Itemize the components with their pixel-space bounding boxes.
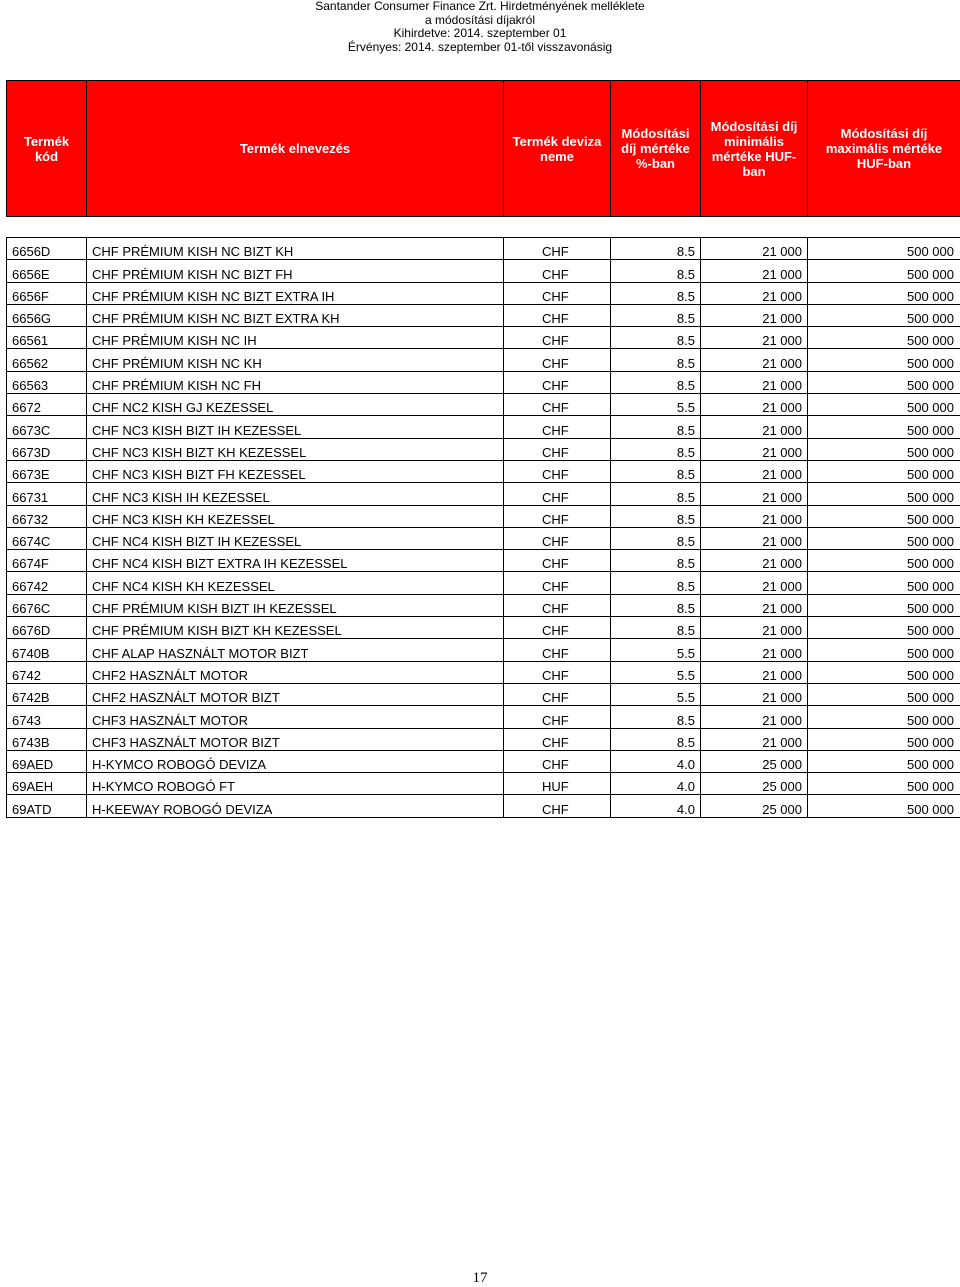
- cell-fee-min: 21 000: [701, 416, 808, 438]
- cell-fee-max: 500 000: [808, 371, 960, 393]
- cell-fee-min: 21 000: [701, 527, 808, 549]
- header-line-3: Kihirdetve: 2014. szeptember 01: [0, 27, 960, 41]
- cell-fee-pct: 5.5: [611, 639, 701, 661]
- cell-code: 66732: [7, 505, 87, 527]
- table-row: [7, 773, 960, 795]
- cell-currency: CHF: [504, 327, 611, 349]
- cell-fee-max: 500 000: [808, 460, 960, 482]
- cell-name: CHF NC3 KISH IH KEZESSEL: [87, 483, 504, 505]
- cell-fee-pct: 8.5: [611, 460, 701, 482]
- cell-fee-max: 500 000: [808, 795, 960, 817]
- table-row: [7, 661, 960, 683]
- cell-fee-max: 500 000: [808, 683, 960, 705]
- cell-name: CHF PRÉMIUM KISH NC BIZT FH: [87, 260, 504, 282]
- cell-fee-max: 500 000: [808, 706, 960, 728]
- cell-currency: CHF: [504, 728, 611, 750]
- table-row: [7, 282, 960, 304]
- cell-fee-max: 500 000: [808, 327, 960, 349]
- table-row: [7, 706, 960, 728]
- cell-code: 6656E: [7, 260, 87, 282]
- cell-currency: CHF: [504, 572, 611, 594]
- cell-name: CHF NC4 KISH BIZT IH KEZESSEL: [87, 527, 504, 549]
- table-row: [7, 572, 960, 594]
- cell-currency: CHF: [504, 304, 611, 326]
- cell-fee-max: 500 000: [808, 661, 960, 683]
- cell-currency: CHF: [504, 661, 611, 683]
- cell-fee-pct: 5.5: [611, 394, 701, 416]
- cell-currency: CHF: [504, 349, 611, 371]
- cell-fee-min: 21 000: [701, 483, 808, 505]
- table-row: [7, 438, 960, 460]
- cell-code: 6672: [7, 394, 87, 416]
- cell-fee-pct: 8.5: [611, 371, 701, 393]
- cell-fee-pct: 8.5: [611, 282, 701, 304]
- cell-name: CHF PRÉMIUM KISH NC BIZT EXTRA IH: [87, 282, 504, 304]
- cell-name: CHF PRÉMIUM KISH NC FH: [87, 371, 504, 393]
- cell-fee-max: 500 000: [808, 238, 960, 260]
- cell-fee-max: 500 000: [808, 639, 960, 661]
- table-row: [7, 639, 960, 661]
- cell-name: CHF NC4 KISH BIZT EXTRA IH KEZESSEL: [87, 550, 504, 572]
- cell-code: 6673D: [7, 438, 87, 460]
- cell-currency: CHF: [504, 617, 611, 639]
- document-header: [0, 0, 960, 54]
- cell-fee-min: 21 000: [701, 327, 808, 349]
- cell-fee-pct: 8.5: [611, 483, 701, 505]
- cell-currency: CHF: [504, 483, 611, 505]
- cell-fee-min: 21 000: [701, 349, 808, 371]
- col-header-fee-min: Módosítási díj minimális mértéke HUF-ban: [701, 81, 808, 217]
- table-row: [7, 728, 960, 750]
- cell-code: 66562: [7, 349, 87, 371]
- cell-fee-min: 21 000: [701, 438, 808, 460]
- cell-fee-max: 500 000: [808, 438, 960, 460]
- table-row: [7, 327, 960, 349]
- cell-name: CHF NC3 KISH KH KEZESSEL: [87, 505, 504, 527]
- cell-fee-max: 500 000: [808, 773, 960, 795]
- cell-currency: CHF: [504, 438, 611, 460]
- cell-fee-max: 500 000: [808, 282, 960, 304]
- table-row: [7, 371, 960, 393]
- cell-fee-min: 25 000: [701, 750, 808, 772]
- cell-fee-pct: 8.5: [611, 706, 701, 728]
- cell-fee-pct: 8.5: [611, 594, 701, 616]
- cell-code: 6742: [7, 661, 87, 683]
- col-header-fee-pct: Módosítási díj mértéke %-ban: [611, 81, 701, 217]
- cell-code: 6673E: [7, 460, 87, 482]
- cell-fee-min: 21 000: [701, 505, 808, 527]
- cell-fee-max: 500 000: [808, 416, 960, 438]
- fee-table: [6, 237, 960, 818]
- cell-currency: CHF: [504, 683, 611, 705]
- cell-fee-max: 500 000: [808, 349, 960, 371]
- cell-name: CHF2 HASZNÁLT MOTOR: [87, 661, 504, 683]
- cell-fee-min: 21 000: [701, 371, 808, 393]
- table-row: [7, 594, 960, 616]
- cell-fee-min: 25 000: [701, 773, 808, 795]
- cell-currency: CHF: [504, 394, 611, 416]
- cell-code: 6656G: [7, 304, 87, 326]
- table-row: [7, 260, 960, 282]
- cell-fee-min: 21 000: [701, 238, 808, 260]
- cell-name: CHF NC3 KISH BIZT KH KEZESSEL: [87, 438, 504, 460]
- table-row: [7, 527, 960, 549]
- cell-fee-pct: 8.5: [611, 617, 701, 639]
- col-header-name: Termék elnevezés: [87, 81, 504, 217]
- cell-name: H-KEEWAY ROBOGÓ DEVIZA: [87, 795, 504, 817]
- cell-name: CHF NC3 KISH BIZT IH KEZESSEL: [87, 416, 504, 438]
- cell-name: CHF PRÉMIUM KISH NC BIZT KH: [87, 238, 504, 260]
- cell-fee-min: 21 000: [701, 706, 808, 728]
- cell-name: CHF3 HASZNÁLT MOTOR: [87, 706, 504, 728]
- cell-fee-pct: 8.5: [611, 416, 701, 438]
- cell-fee-max: 500 000: [808, 550, 960, 572]
- fee-table-body: [7, 238, 960, 818]
- cell-code: 6742B: [7, 683, 87, 705]
- cell-currency: CHF: [504, 750, 611, 772]
- table-row: [7, 683, 960, 705]
- cell-name: CHF PRÉMIUM KISH NC BIZT EXTRA KH: [87, 304, 504, 326]
- cell-code: 6676D: [7, 617, 87, 639]
- table-row: [7, 505, 960, 527]
- cell-fee-min: 21 000: [701, 661, 808, 683]
- col-header-fee-max: Módosítási díj maximális mértéke HUF-ban: [808, 81, 960, 217]
- cell-currency: CHF: [504, 550, 611, 572]
- cell-fee-pct: 8.5: [611, 572, 701, 594]
- cell-code: 69ATD: [7, 795, 87, 817]
- cell-fee-pct: 8.5: [611, 550, 701, 572]
- table-row: [7, 460, 960, 482]
- cell-fee-pct: 4.0: [611, 750, 701, 772]
- cell-name: H-KYMCO ROBOGÓ DEVIZA: [87, 750, 504, 772]
- cell-fee-pct: 8.5: [611, 304, 701, 326]
- cell-fee-min: 25 000: [701, 795, 808, 817]
- header-line-4: Érvényes: 2014. szeptember 01-től visszavonásig: [0, 41, 960, 55]
- cell-fee-max: 500 000: [808, 304, 960, 326]
- cell-fee-min: 21 000: [701, 260, 808, 282]
- table-row: [7, 238, 960, 260]
- cell-name: CHF NC4 KISH KH KEZESSEL: [87, 572, 504, 594]
- cell-code: 6656D: [7, 238, 87, 260]
- cell-fee-min: 21 000: [701, 594, 808, 616]
- cell-name: CHF PRÉMIUM KISH BIZT KH KEZESSEL: [87, 617, 504, 639]
- header-line-2: a módosítási díjakról: [0, 14, 960, 28]
- cell-fee-max: 500 000: [808, 505, 960, 527]
- cell-code: 6674F: [7, 550, 87, 572]
- cell-currency: CHF: [504, 460, 611, 482]
- cell-currency: CHF: [504, 238, 611, 260]
- cell-name: CHF PRÉMIUM KISH NC IH: [87, 327, 504, 349]
- cell-fee-pct: 5.5: [611, 683, 701, 705]
- cell-fee-max: 500 000: [808, 483, 960, 505]
- cell-fee-pct: 4.0: [611, 795, 701, 817]
- cell-code: 66731: [7, 483, 87, 505]
- cell-fee-pct: 8.5: [611, 505, 701, 527]
- cell-currency: CHF: [504, 260, 611, 282]
- cell-fee-pct: 8.5: [611, 238, 701, 260]
- cell-fee-min: 21 000: [701, 683, 808, 705]
- cell-fee-min: 21 000: [701, 617, 808, 639]
- cell-code: 66742: [7, 572, 87, 594]
- cell-name: CHF2 HASZNÁLT MOTOR BIZT: [87, 683, 504, 705]
- cell-currency: CHF: [504, 594, 611, 616]
- cell-fee-max: 500 000: [808, 572, 960, 594]
- cell-fee-max: 500 000: [808, 527, 960, 549]
- cell-fee-max: 500 000: [808, 394, 960, 416]
- cell-fee-pct: 5.5: [611, 661, 701, 683]
- cell-currency: HUF: [504, 773, 611, 795]
- cell-fee-pct: 8.5: [611, 260, 701, 282]
- cell-name: CHF3 HASZNÁLT MOTOR BIZT: [87, 728, 504, 750]
- cell-fee-max: 500 000: [808, 728, 960, 750]
- cell-fee-pct: 8.5: [611, 327, 701, 349]
- cell-code: 69AEH: [7, 773, 87, 795]
- cell-fee-min: 21 000: [701, 572, 808, 594]
- cell-code: 66563: [7, 371, 87, 393]
- cell-code: 6740B: [7, 639, 87, 661]
- cell-name: CHF PRÉMIUM KISH BIZT IH KEZESSEL: [87, 594, 504, 616]
- cell-currency: CHF: [504, 416, 611, 438]
- column-header-row: [7, 81, 960, 217]
- cell-fee-pct: 8.5: [611, 438, 701, 460]
- cell-currency: CHF: [504, 639, 611, 661]
- cell-name: H-KYMCO ROBOGÓ FT: [87, 773, 504, 795]
- cell-fee-min: 21 000: [701, 728, 808, 750]
- cell-name: CHF PRÉMIUM KISH NC KH: [87, 349, 504, 371]
- cell-currency: CHF: [504, 371, 611, 393]
- table-row: [7, 550, 960, 572]
- cell-code: 6676C: [7, 594, 87, 616]
- cell-code: 6743: [7, 706, 87, 728]
- header-line-1: Santander Consumer Finance Zrt. Hirdetményének melléklete: [0, 0, 960, 14]
- cell-fee-pct: 4.0: [611, 773, 701, 795]
- cell-fee-max: 500 000: [808, 750, 960, 772]
- cell-name: CHF ALAP HASZNÁLT MOTOR BIZT: [87, 639, 504, 661]
- cell-fee-pct: 8.5: [611, 527, 701, 549]
- cell-fee-max: 500 000: [808, 617, 960, 639]
- cell-name: CHF NC2 KISH GJ KEZESSEL: [87, 394, 504, 416]
- table-row: [7, 416, 960, 438]
- cell-currency: CHF: [504, 527, 611, 549]
- cell-fee-min: 21 000: [701, 460, 808, 482]
- cell-code: 6674C: [7, 527, 87, 549]
- cell-fee-max: 500 000: [808, 594, 960, 616]
- cell-fee-min: 21 000: [701, 304, 808, 326]
- cell-name: CHF NC3 KISH BIZT FH KEZESSEL: [87, 460, 504, 482]
- page-number: 17: [0, 1270, 960, 1287]
- cell-code: 6743B: [7, 728, 87, 750]
- cell-fee-min: 21 000: [701, 394, 808, 416]
- table-row: [7, 483, 960, 505]
- table-row: [7, 349, 960, 371]
- cell-fee-pct: 8.5: [611, 728, 701, 750]
- cell-code: 6673C: [7, 416, 87, 438]
- column-header-table: [6, 80, 960, 217]
- table-row: [7, 750, 960, 772]
- cell-currency: CHF: [504, 505, 611, 527]
- table-row: [7, 304, 960, 326]
- table-row: [7, 617, 960, 639]
- cell-currency: CHF: [504, 795, 611, 817]
- cell-fee-max: 500 000: [808, 260, 960, 282]
- cell-fee-min: 21 000: [701, 639, 808, 661]
- cell-code: 6656F: [7, 282, 87, 304]
- col-header-currency: Termék deviza neme: [504, 81, 611, 217]
- table-row: [7, 795, 960, 817]
- cell-currency: CHF: [504, 706, 611, 728]
- cell-fee-min: 21 000: [701, 282, 808, 304]
- cell-fee-min: 21 000: [701, 550, 808, 572]
- table-row: [7, 394, 960, 416]
- cell-fee-pct: 8.5: [611, 349, 701, 371]
- cell-code: 66561: [7, 327, 87, 349]
- col-header-code: Termék kód: [7, 81, 87, 217]
- cell-code: 69AED: [7, 750, 87, 772]
- cell-currency: CHF: [504, 282, 611, 304]
